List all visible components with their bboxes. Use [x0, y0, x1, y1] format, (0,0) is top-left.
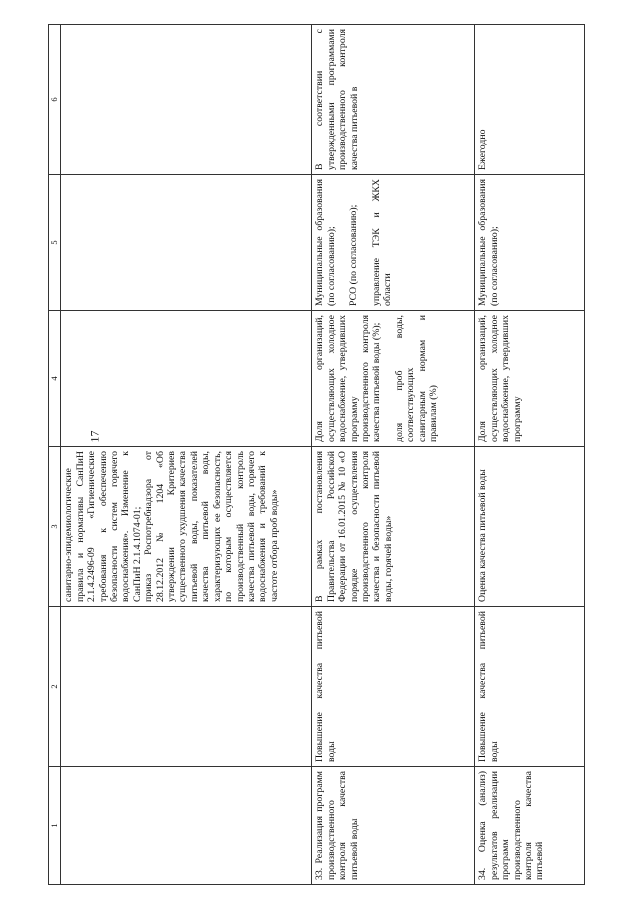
row-responsible	[475, 175, 585, 311]
responsible-paragraph: РСО (по согласованию);	[348, 204, 360, 306]
table-row	[61, 25, 312, 885]
responsible-paragraph: Муниципальные образования (по согласованию);	[314, 179, 337, 306]
table-row	[312, 25, 475, 885]
header-cell: 2	[49, 607, 61, 767]
row-measure: 33. Реализация программ производственного контроля качества питьевой воды	[312, 767, 475, 885]
basis-paragraph: приказ Роспотребнадзора от 28.12.2012 № 1204 «Об утверждении Критериев существенного ухудшения качества питьевой воды, показателей качества питьевой воды, характеризующих ее безопасность, по которым осуществляется производственный контроль качества питьевой воды, горячего водоснабжения и требований к частоте отбора проб воды»	[143, 451, 280, 602]
row-responsible	[61, 175, 312, 311]
row-basis	[312, 447, 475, 607]
row-basis	[475, 447, 585, 607]
table-row	[475, 25, 585, 885]
basis-paragraph: санитарно-эпидемиологические правила и нормативы СанПиН 2.1.4.2496-09 «Гигиенические требования к обеспечению безопасности систем горячего водоснабжения». Изменение к СанПиН 2.1.4.1074-01;	[63, 451, 143, 602]
row-measure	[61, 767, 312, 885]
basis-paragraph: Оценка качества питьевой воды	[477, 469, 489, 602]
indicator-paragraph: Доля организаций, осуществляющих холодное водоснабжение, утвердивших программу производственного контроля качества питьевой воды (%);	[314, 315, 383, 442]
row-basis	[61, 447, 312, 607]
responsible-paragraph: Муниципальные образования (по согласованию);	[477, 179, 500, 306]
indicator-paragraph: Доля организаций, осуществляющих холодное водоснабжение, утвердивших программу	[477, 315, 523, 442]
row-responsible	[312, 175, 475, 311]
row-deadline: В соответствии с утвержденными программами производственного контроля качества питьевой в	[312, 25, 475, 175]
header-cell: 1	[49, 767, 61, 885]
row-indicator	[312, 311, 475, 447]
row-deadline	[61, 25, 312, 175]
header-cell: 5	[49, 175, 61, 311]
basis-paragraph: В рамках постановления Правительства Российской Федерации от 16.01.2015 № 10 «О порядке осуществления производственного контроля качества и безопасности питьевой воды, горячей воды»	[314, 451, 394, 602]
row-deadline: Ежегодно	[475, 25, 585, 175]
row-goal	[61, 607, 312, 767]
row-indicator	[475, 311, 585, 447]
measures-table	[48, 24, 585, 885]
header-cell: 6	[49, 25, 61, 175]
header-row	[49, 25, 61, 885]
row-goal: Повышение качества питьевой воды	[312, 607, 475, 767]
page-number: 17	[87, 430, 102, 443]
row-indicator	[61, 311, 312, 447]
row-goal: Повышение качества питьевой воды	[475, 607, 585, 767]
row-measure: 34. Оценка (анализ) результатов реализации программ производственного контроля качества питьевой	[475, 767, 585, 885]
header-cell: 3	[49, 447, 61, 607]
indicator-paragraph: доля проб воды, соответствующих санитарным нормам и правилам (%)	[393, 315, 440, 442]
responsible-paragraph: управление ТЭК и ЖКХ области	[370, 179, 394, 306]
rotated-page	[48, 25, 579, 885]
header-cell: 4	[49, 311, 61, 447]
